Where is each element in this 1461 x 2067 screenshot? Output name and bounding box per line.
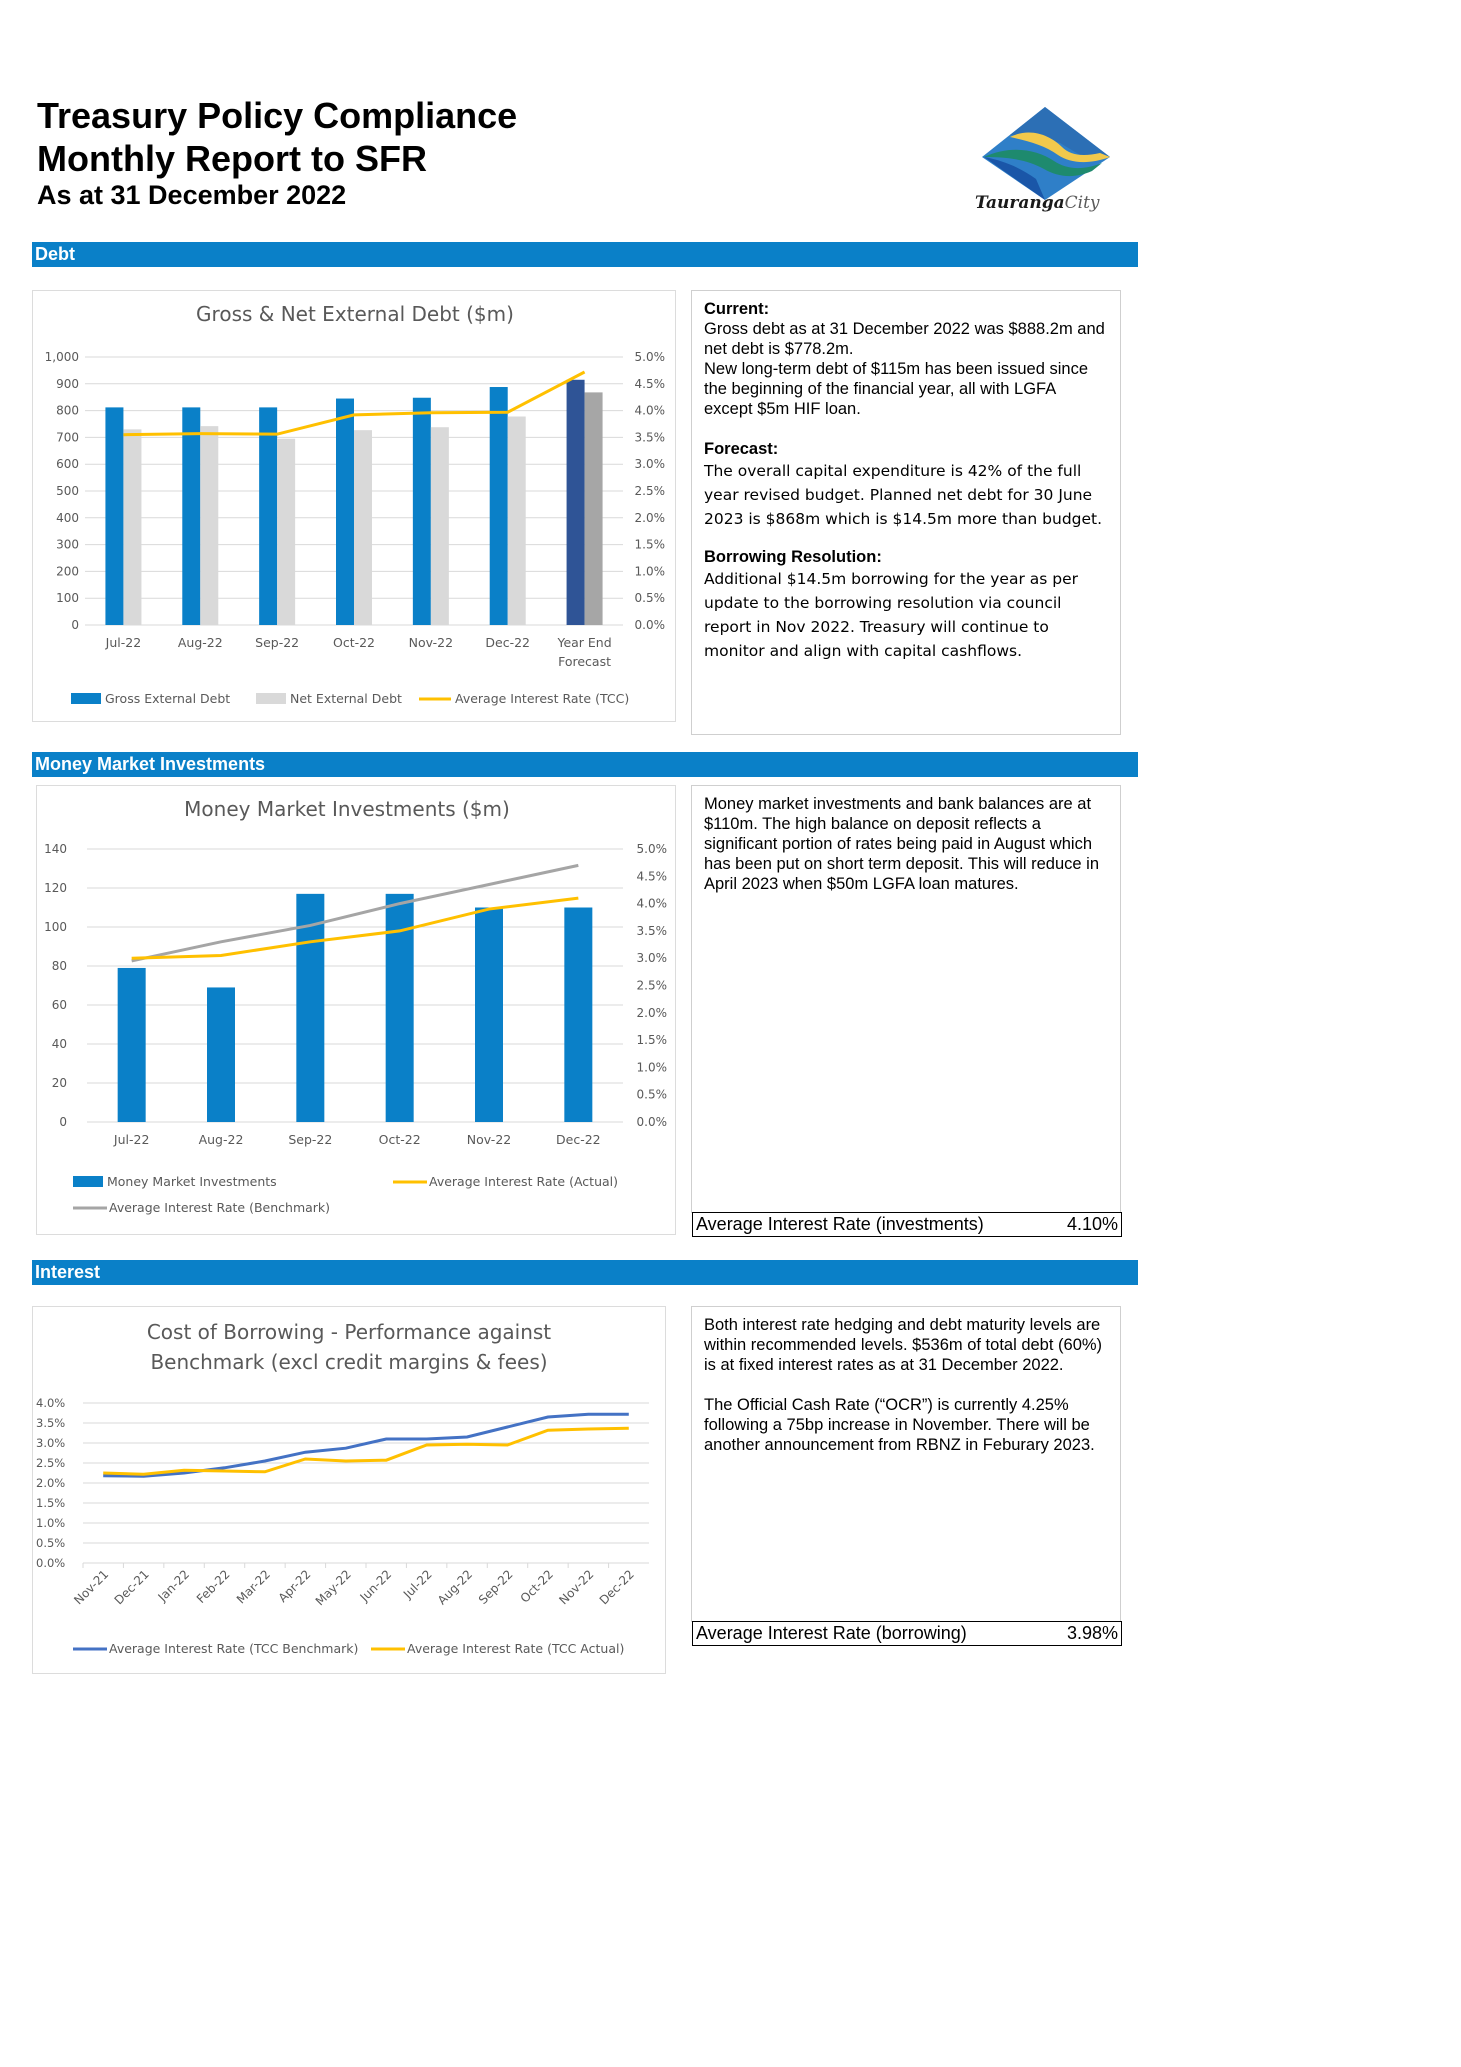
interest-paragraph-2: The Official Cash Rate (“OCR”) is currently 4.25% following a 75bp increase in November. There will be another announcement from RBNZ in Feburary 2023. bbox=[704, 1396, 1095, 1454]
y2-tick-label: 1.0% bbox=[636, 1060, 667, 1075]
legend-label-net: Net External Debt bbox=[290, 691, 402, 706]
x-tick-label: Aug-22 bbox=[434, 1567, 476, 1608]
y-tick-label: 0 bbox=[59, 1115, 67, 1129]
y2-tick-label: 2.0% bbox=[634, 510, 665, 525]
legend-label-benchmark: Average Interest Rate (TCC Benchmark) bbox=[109, 1641, 359, 1656]
legend-label-mmi: Money Market Investments bbox=[107, 1174, 277, 1189]
x-tick-label: Sep-22 bbox=[255, 635, 300, 650]
y2-tick-label: 0.5% bbox=[634, 591, 665, 606]
y-tick-label: 1.0% bbox=[36, 1516, 66, 1530]
x-tick-label: Sep-22 bbox=[475, 1567, 516, 1607]
y-tick-label: 200 bbox=[56, 564, 79, 579]
y2-tick-label: 0.5% bbox=[636, 1087, 667, 1102]
bar-net-sep-22 bbox=[277, 439, 295, 625]
interest-chart bbox=[33, 1307, 667, 1675]
interest-paragraph-1: Both interest rate hedging and debt maturity levels are within recommended levels. $536m of total debt (60%) is at fixed interest rates as at 31 December 2022. bbox=[704, 1316, 1103, 1374]
x-tick-label: Feb-22 bbox=[193, 1567, 233, 1607]
x-tick-label: Sep-22 bbox=[288, 1132, 333, 1147]
borrowing-rate-label: Average Interest Rate (borrowing) bbox=[696, 1623, 967, 1643]
y-tick-label: 0 bbox=[71, 618, 79, 632]
borrowing-heading: Borrowing Resolution: bbox=[704, 548, 882, 566]
bar-net-nov-22 bbox=[431, 427, 449, 625]
y-tick-label: 300 bbox=[56, 537, 79, 552]
bar-mmi-nov-22 bbox=[475, 908, 503, 1123]
x-tick-label: Nov-22 bbox=[466, 1132, 512, 1147]
legend-swatch-gross bbox=[71, 693, 101, 704]
y-tick-label: 700 bbox=[56, 430, 79, 445]
forecast-heading: Forecast: bbox=[704, 440, 779, 458]
y-tick-label: 900 bbox=[56, 376, 79, 391]
x-tick-label: Year End bbox=[557, 635, 612, 650]
x-tick-label: Jul-22 bbox=[400, 1567, 435, 1602]
investments-rate-box bbox=[692, 1212, 1122, 1237]
x-tick-label: Forecast bbox=[558, 654, 612, 669]
legend-label-rate: Average Interest Rate (TCC) bbox=[455, 691, 630, 706]
y-tick-label: 120 bbox=[44, 881, 67, 895]
current-heading: Current: bbox=[704, 300, 770, 318]
x-tick-label: Jan-22 bbox=[155, 1567, 193, 1605]
y2-tick-label: 3.5% bbox=[634, 430, 665, 445]
y2-tick-label: 4.0% bbox=[634, 403, 665, 418]
bar-net-jul-22 bbox=[123, 429, 141, 625]
debt-chart-panel bbox=[32, 290, 676, 722]
borrowing-paragraph: Additional $14.5m borrowing for the year as per update to the borrowing resolution via council report in Nov 2022. Treasury will continue to monitor and align with capital cashflows. bbox=[704, 570, 1079, 660]
y2-tick-label: 0.0% bbox=[634, 618, 665, 632]
legend-label-benchmark: Average Interest Rate (Benchmark) bbox=[109, 1200, 331, 1215]
y-tick-label: 80 bbox=[51, 959, 67, 973]
legend-swatch-net bbox=[256, 693, 286, 704]
x-tick-label: Aug-22 bbox=[198, 1132, 244, 1147]
y-tick-label: 0.0% bbox=[36, 1556, 66, 1570]
x-tick-label: Jul-22 bbox=[113, 1132, 150, 1147]
title-line-2: Monthly Report to SFR bbox=[37, 138, 427, 179]
report-title bbox=[37, 94, 517, 180]
mmi-chart bbox=[37, 786, 677, 1236]
bar-mmi-aug-22 bbox=[207, 987, 235, 1122]
y2-tick-label: 3.0% bbox=[634, 457, 665, 472]
logo-text: TaurangaCity bbox=[975, 193, 1100, 213]
chart-title: Cost of Borrowing - Performance against bbox=[146, 1320, 552, 1344]
y-tick-label: 4.0% bbox=[36, 1396, 66, 1410]
report-date: As at 31 December 2022 bbox=[37, 180, 347, 210]
y-tick-label: 20 bbox=[51, 1076, 67, 1090]
bar-gross-aug-22 bbox=[182, 407, 200, 625]
y-tick-label: 0.5% bbox=[36, 1536, 66, 1550]
x-tick-label: Dec-21 bbox=[111, 1567, 152, 1608]
y2-tick-label: 5.0% bbox=[634, 350, 665, 364]
x-tick-label: Dec-22 bbox=[596, 1567, 637, 1608]
x-tick-label: Dec-22 bbox=[556, 1132, 601, 1147]
y-tick-label: 40 bbox=[51, 1037, 67, 1051]
bar-gross-year-end-forecast bbox=[567, 380, 585, 625]
y2-tick-label: 4.0% bbox=[636, 896, 667, 911]
y2-tick-label: 2.0% bbox=[636, 1005, 667, 1020]
y-tick-label: 400 bbox=[56, 510, 79, 525]
x-tick-label: Aug-22 bbox=[177, 635, 223, 650]
investments-rate-label: Average Interest Rate (investments) bbox=[696, 1214, 984, 1234]
y2-tick-label: 3.0% bbox=[636, 951, 667, 966]
y2-tick-label: 4.5% bbox=[636, 869, 667, 884]
x-tick-label: Dec-22 bbox=[485, 635, 531, 650]
y-tick-label: 1.5% bbox=[36, 1496, 66, 1510]
y2-tick-label: 5.0% bbox=[636, 842, 667, 856]
y2-tick-label: 1.0% bbox=[634, 564, 665, 579]
bar-net-year-end-forecast bbox=[585, 392, 603, 625]
x-tick-label: Jul-22 bbox=[105, 635, 142, 650]
y2-tick-label: 0.0% bbox=[636, 1115, 667, 1129]
y-tick-label: 100 bbox=[44, 920, 67, 934]
current-paragraph-2: New long-term debt of $115m has been issued since the beginning of the financial year, all with LGFA except $5m HIF loan. bbox=[704, 360, 1088, 418]
legend-swatch-mmi bbox=[73, 1176, 103, 1187]
bar-mmi-jul-22 bbox=[118, 968, 146, 1122]
bar-net-aug-22 bbox=[200, 426, 218, 625]
bar-gross-sep-22 bbox=[259, 407, 277, 625]
line-average-interest-rate-benchmark bbox=[132, 865, 579, 961]
y-tick-label: 3.5% bbox=[36, 1416, 66, 1430]
y2-tick-label: 3.5% bbox=[636, 923, 667, 938]
x-tick-label: Apr-22 bbox=[275, 1567, 314, 1606]
chart-title: Benchmark (excl credit margins & fees) bbox=[150, 1350, 548, 1374]
section-bar-mmi: Money Market Investments bbox=[32, 752, 1138, 777]
mmi-commentary bbox=[691, 785, 1121, 1213]
investments-rate-value: 4.10% bbox=[1066, 1214, 1118, 1234]
x-tick-label: Mar-22 bbox=[233, 1567, 274, 1607]
x-tick-label: Oct-22 bbox=[378, 1132, 421, 1147]
x-tick-label: Oct-22 bbox=[332, 635, 376, 650]
chart-title: Gross & Net External Debt ($m) bbox=[196, 302, 514, 326]
section-bar-debt: Debt bbox=[32, 242, 1138, 267]
y-tick-label: 2.0% bbox=[36, 1476, 66, 1490]
bar-gross-nov-22 bbox=[413, 398, 431, 625]
line-tcc-actual bbox=[103, 1428, 629, 1474]
y2-tick-label: 1.5% bbox=[634, 537, 665, 552]
debt-chart bbox=[33, 291, 677, 723]
x-tick-label: Oct-22 bbox=[517, 1567, 557, 1606]
x-tick-label: May-22 bbox=[312, 1567, 354, 1609]
chart-title: Money Market Investments ($m) bbox=[184, 797, 510, 821]
legend-label-actual: Average Interest Rate (Actual) bbox=[429, 1174, 618, 1189]
forecast-paragraph: The overall capital expenditure is 42% of the full year revised budget. Planned net debt for 30 June 2023 is $868m which is $14.5m more than budget. bbox=[704, 462, 1103, 528]
x-tick-label: Nov-21 bbox=[71, 1567, 112, 1608]
legend-label-actual: Average Interest Rate (TCC Actual) bbox=[407, 1641, 625, 1656]
bar-mmi-dec-22 bbox=[564, 908, 592, 1123]
y-tick-label: 600 bbox=[56, 457, 79, 472]
bar-gross-oct-22 bbox=[336, 399, 354, 625]
bar-net-dec-22 bbox=[508, 416, 526, 625]
current-paragraph-1: Gross debt as at 31 December 2022 was $888.2m and net debt is $778.2m. bbox=[704, 320, 1105, 358]
interest-chart-panel bbox=[32, 1306, 666, 1674]
y2-tick-label: 4.5% bbox=[634, 376, 665, 391]
x-tick-label: Nov-22 bbox=[556, 1567, 597, 1608]
debt-commentary bbox=[691, 290, 1121, 735]
x-tick-label: Nov-22 bbox=[408, 635, 454, 650]
y2-tick-label: 2.5% bbox=[636, 978, 667, 993]
y-tick-label: 1,000 bbox=[44, 350, 79, 364]
borrowing-rate-value: 3.98% bbox=[1066, 1623, 1118, 1643]
title-line-1: Treasury Policy Compliance bbox=[37, 95, 518, 136]
line-average-interest-rate-actual bbox=[132, 898, 579, 958]
y-tick-label: 2.5% bbox=[36, 1456, 66, 1470]
mmi-paragraph: Money market investments and bank balances are at $110m. The high balance on deposit reflects a significant portion of rates being paid in August which has been put on short term deposit. This will reduce in April 2023 when $50m LGFA loan matures. bbox=[704, 795, 1099, 893]
x-tick-label: Jun-22 bbox=[357, 1567, 395, 1605]
y-tick-label: 3.0% bbox=[36, 1436, 66, 1450]
bar-net-oct-22 bbox=[354, 430, 372, 625]
interest-commentary bbox=[691, 1306, 1121, 1622]
section-bar-interest: Interest bbox=[32, 1260, 1138, 1285]
y2-tick-label: 2.5% bbox=[634, 484, 665, 498]
y2-tick-label: 1.5% bbox=[636, 1033, 667, 1048]
y-tick-label: 100 bbox=[56, 591, 79, 606]
borrowing-rate-box bbox=[692, 1621, 1122, 1646]
y-tick-label: 140 bbox=[44, 842, 67, 856]
y-tick-label: 800 bbox=[56, 403, 79, 418]
bar-gross-jul-22 bbox=[105, 407, 123, 625]
legend-label-gross: Gross External Debt bbox=[105, 691, 231, 706]
y-tick-label: 60 bbox=[51, 998, 67, 1012]
bar-gross-dec-22 bbox=[490, 387, 508, 625]
y-tick-label: 500 bbox=[56, 484, 79, 498]
mmi-chart-panel bbox=[36, 785, 676, 1235]
